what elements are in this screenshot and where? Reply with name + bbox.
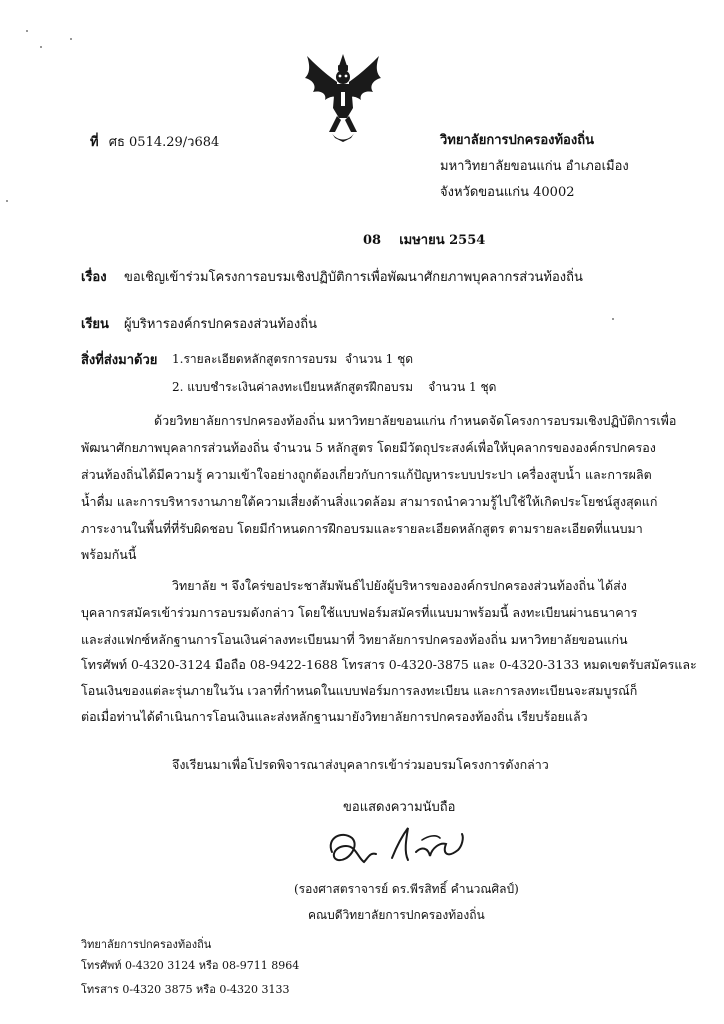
paragraph2-line: โทรศัพท์ 0-4320-3124 มือถือ 08-9422-1688 โทรสาร 0-4320-3875 และ 0-4320-3133 หมดเขตรับสมัครและ	[81, 657, 697, 672]
footer-phone: โทรศัพท์ 0-4320 3124 หรือ 08-9711 8964	[81, 959, 300, 972]
closing-request: จึงเรียนมาเพื่อโปรดพิจารณาส่งบุคลากรเข้าร่วมอบรมโครงการดังกล่าว	[172, 757, 549, 772]
paragraph2-line: บุคลากรสมัครเข้าร่วมการอบรมดังกล่าว โดยใช้แบบฟอร์มสมัครที่แนบมาพร้อมนี้ ลงทะเบียนผ่านธนาคาร	[81, 605, 638, 620]
footer-org: วิทยาลัยการปกครองท้องถิ่น	[81, 938, 212, 951]
paragraph1-line: ส่วนท้องถิ่นได้มีความรู้ ความเข้าใจอย่างถูกต้องเกี่ยวกับการแก้ปัญหาระบบประปา เครื่องสูบน้ำ และการผลิต	[81, 467, 652, 482]
reference-line	[90, 131, 219, 152]
paragraph1-line: พัฒนาศักยภาพบุคลากรส่วนท้องถิ่น จำนวน 5 หลักสูตร โดยมีวัตถุประสงค์เพื่อให้บุคลากรขององค์กรปกครอง	[81, 440, 656, 455]
scan-speck	[70, 38, 72, 40]
paragraph2-line: ต่อเมื่อท่านได้ดำเนินการโอนเงินและส่งหลักฐานมายังวิทยาลัยการปกครองท้องถิ่น เรียบร้อยแล้ว	[81, 709, 588, 724]
org-province: จังหวัดขอนแก่น 40002	[440, 185, 575, 200]
garuda-emblem-icon	[303, 52, 383, 144]
scan-speck	[26, 30, 28, 32]
recipient-text: ผู้บริหารองค์กรปกครองส่วนท้องถิ่น	[124, 317, 317, 332]
enclosure-item: 1.รายละเอียดหลักสูตรการอบรม จำนวน 1 ชุด	[172, 352, 414, 366]
scan-speck	[40, 46, 42, 48]
footer-fax: โทรสาร 0-4320 3875 หรือ 0-4320 3133	[81, 983, 290, 996]
subject-text: ขอเชิญเข้าร่วมโครงการอบรมเชิงปฏิบัติการเพื่อพัฒนาศักยภาพบุคลากรส่วนท้องถิ่น	[124, 270, 583, 285]
signer-title: คณบดีวิทยาลัยการปกครองท้องถิ่น	[308, 908, 485, 922]
paragraph1-line: น้ำดื่ม และการบริหารงานภายใต้ความเสี่ยงด้านสิ่งแวดล้อม สามารถนำความรู้ไปใช้ให้เกิดประโยชน์สูงสุดแก่	[81, 494, 658, 509]
signature-image	[312, 818, 472, 876]
closing-salutation: ขอแสดงความนับถือ	[343, 800, 456, 815]
paragraph1-line: ด้วยวิทยาลัยการปกครองท้องถิ่น มหาวิทยาลัยขอนแก่น กำหนดจัดโครงการอบรมเชิงปฏิบัติการเพื่อ	[154, 413, 677, 428]
reference-number: ศธ 0514.29/ว684	[108, 135, 220, 150]
subject-label: เรื่อง	[81, 270, 107, 285]
org-university: มหาวิทยาลัยขอนแก่น อำเภอเมือง	[440, 159, 629, 174]
letter-date: 08 เมษายน 2554	[363, 233, 486, 248]
subject-line	[81, 266, 107, 287]
org-name: วิทยาลัยการปกครองท้องถิ่น	[440, 133, 594, 148]
scan-speck	[6, 200, 8, 202]
paragraph1-line: ภาระงานในพื้นที่ที่รับผิดชอบ โดยมีกำหนดการฝึกอบรมและรายละเอียดหลักสูตร ตามรายละเอียดที่แนบมา	[81, 521, 643, 536]
recipient-label: เรียน	[81, 317, 109, 332]
enclosure-item: 2. แบบชำระเงินค่าลงทะเบียนหลักสูตรฝึกอบรม จำนวน 1 ชุด	[172, 380, 497, 394]
reference-label: ที่	[90, 135, 99, 150]
paragraph2-line: โอนเงินของแต่ละรุ่นภายในวัน เวลาที่กำหนดในแบบฟอร์มการลงทะเบียน และการลงทะเบียนจะสมบูรณ์ก็	[81, 683, 638, 698]
paragraph1-line: พร้อมกันนี้	[81, 547, 137, 562]
paragraph2-line: และส่งแฟกซ์หลักฐานการโอนเงินค่าลงทะเบียนมาที่ วิทยาลัยการปกครองท้องถิ่น มหาวิทยาลัยขอนแก่น	[81, 632, 628, 647]
enclosures-label: สิ่งที่ส่งมาด้วย	[81, 353, 158, 368]
signer-name: (รองศาสตราจารย์ ดร.พีรสิทธิ์ คำนวณศิลป์)	[294, 882, 519, 896]
paragraph2-line: วิทยาลัย ฯ จึงใคร่ขอประชาสัมพันธ์ไปยังผู้บริหารขององค์กรปกครองส่วนท้องถิ่น ได้ส่ง	[172, 578, 627, 593]
scan-speck	[612, 318, 614, 320]
